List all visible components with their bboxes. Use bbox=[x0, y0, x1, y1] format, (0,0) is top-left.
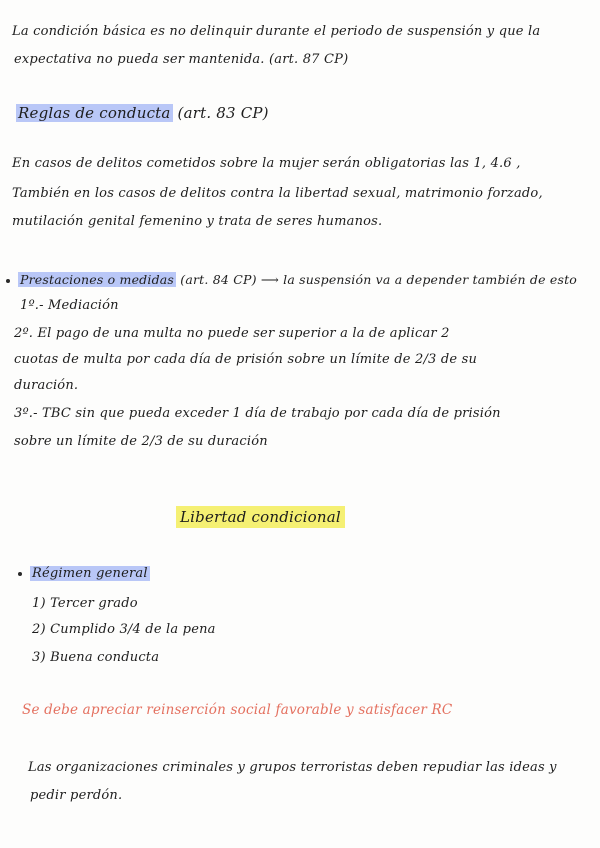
intro-line-2: expectativa no pueda ser mantenida. (art. 87 CP) bbox=[14, 52, 349, 67]
prestaciones-item-3b: sobre un límite de 2/3 de su duración bbox=[14, 434, 268, 449]
regimen-item-1: 1) Tercer grado bbox=[32, 596, 138, 611]
prestaciones-title: Prestaciones o medidas bbox=[20, 272, 175, 287]
libertad-title: Libertad condicional bbox=[176, 506, 345, 528]
prestaciones-item-1: 1º.- Mediación bbox=[20, 298, 119, 313]
regimen-title: Régimen general bbox=[32, 566, 148, 581]
reinsercion-note: Se debe apreciar reinserción social favorable y satisfacer RC bbox=[22, 702, 453, 718]
reglas-line-2: También en los casos de delitos contra la libertad sexual, matrimonio forzado, bbox=[12, 186, 543, 201]
regimen-item-3: 3) Buena conducta bbox=[32, 650, 160, 665]
reglas-line-1: En casos de delitos cometidos sobre la mujer serán obligatorias las 1, 4.6 , bbox=[12, 156, 521, 171]
regimen-item-2: 2) Cumplido 3/4 de la pena bbox=[32, 622, 216, 637]
prestaciones-item-2b: cuotas de multa por cada día de prisión sobre un límite de 2/3 de su bbox=[14, 352, 478, 367]
reglas-ref: (art. 83 CP) bbox=[177, 104, 269, 122]
bullet-icon bbox=[18, 572, 22, 576]
prestaciones-heading bbox=[6, 272, 577, 287]
bullet-icon bbox=[6, 279, 10, 283]
reglas-title: Reglas de conducta bbox=[18, 104, 171, 122]
organizaciones-line-1: Las organizaciones criminales y grupos terroristas deben repudiar las ideas y bbox=[28, 760, 557, 775]
organizaciones-line-2: pedir perdón. bbox=[30, 788, 123, 803]
reglas-line-3: mutilación genital femenino y trata de seres humanos. bbox=[12, 214, 383, 229]
intro-line-1: La condición básica es no delinquir durante el periodo de suspensión y que la bbox=[12, 24, 541, 39]
prestaciones-item-3a: 3º.- TBC sin que pueda exceder 1 día de trabajo por cada día de prisión bbox=[14, 406, 501, 421]
libertad-heading bbox=[176, 508, 345, 526]
prestaciones-rest: (art. 84 CP) ⟶ la suspensión va a depender también de esto bbox=[180, 272, 578, 287]
prestaciones-item-2c: duración. bbox=[14, 378, 79, 393]
regimen-heading bbox=[18, 566, 150, 581]
prestaciones-item-2a: 2º. El pago de una multa no puede ser superior a la de aplicar 2 bbox=[14, 326, 450, 341]
reglas-heading bbox=[16, 104, 269, 122]
